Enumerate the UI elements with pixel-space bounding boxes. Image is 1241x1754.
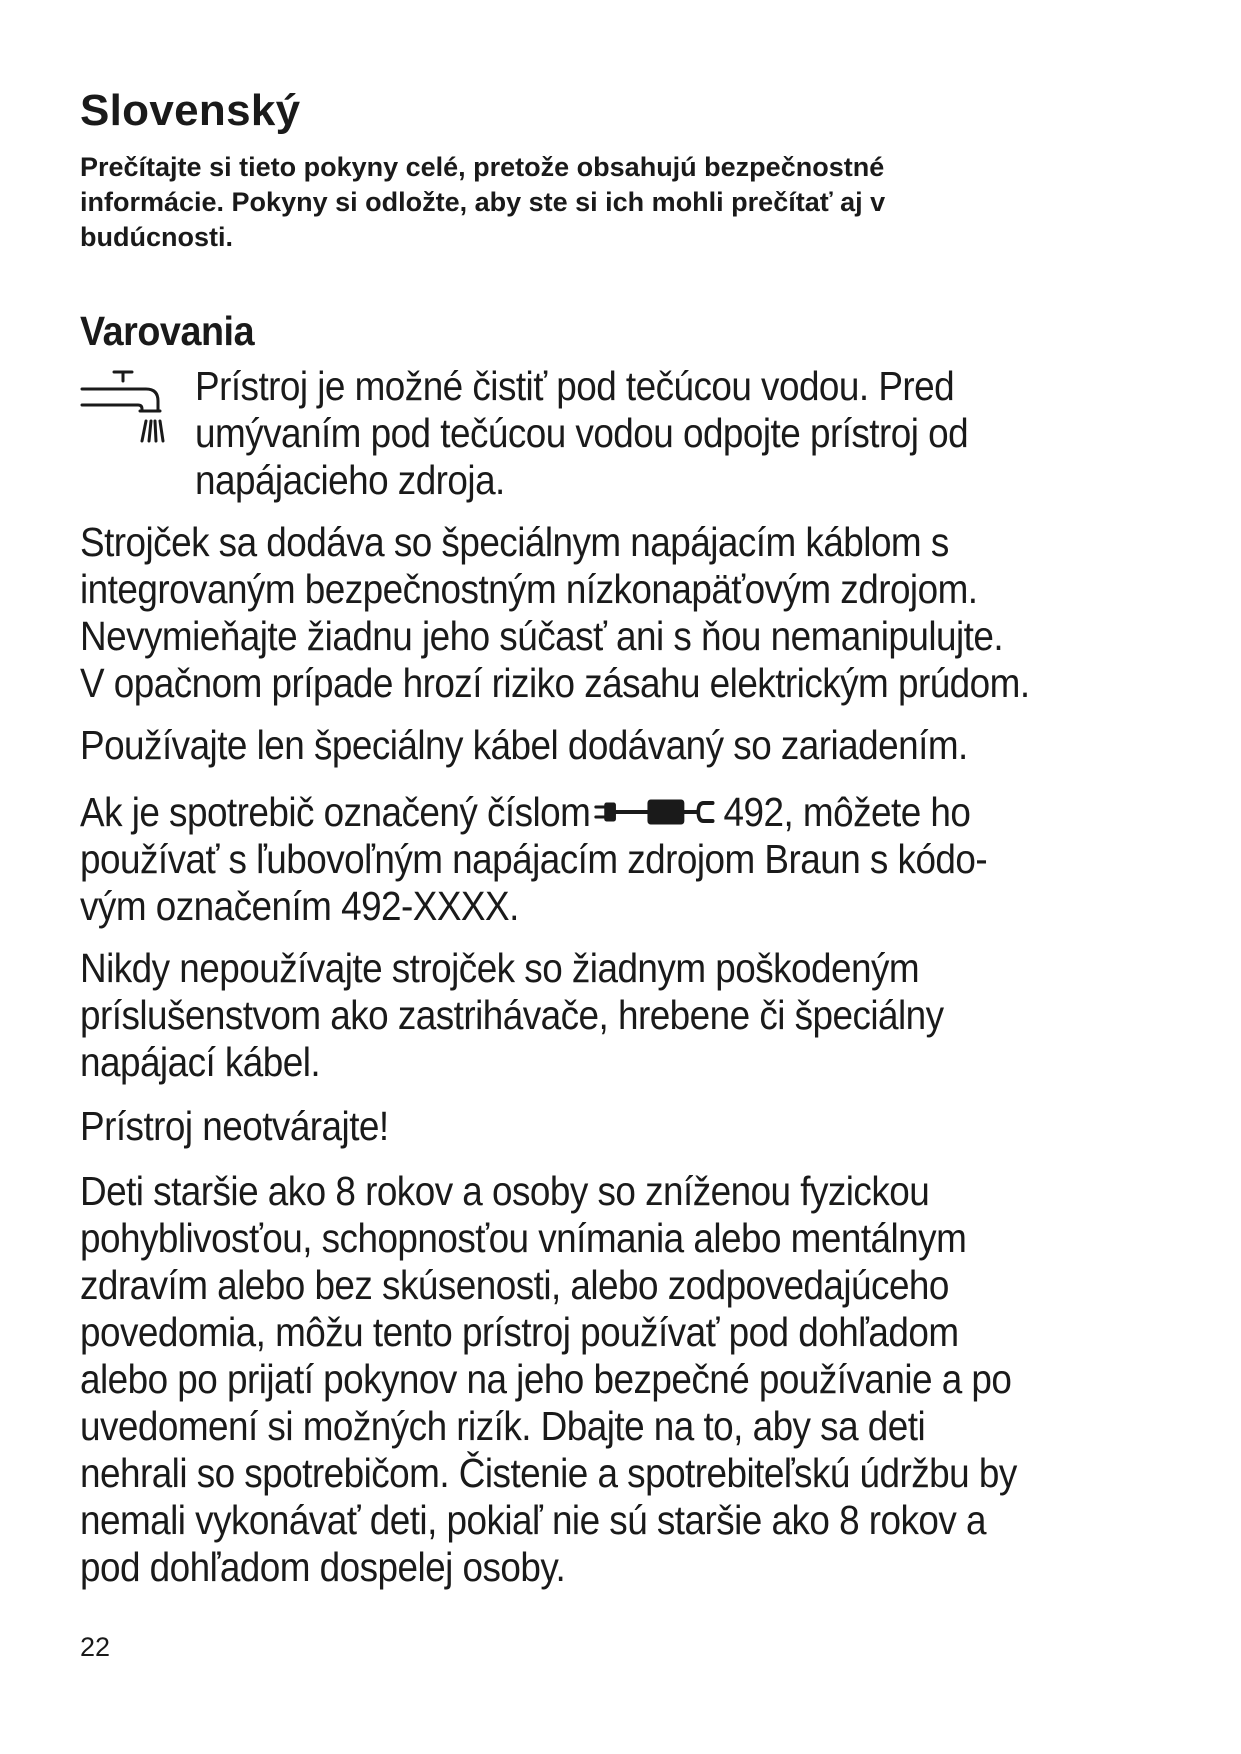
text-line: povedomia, môžu tento prístroj používať pod dohľadom xyxy=(80,1309,959,1355)
damaged-accessories-paragraph xyxy=(80,945,944,1086)
tap-warning-text xyxy=(195,363,968,504)
text-line: Nikdy nepoužívajte strojček so žiadnym poškodeným xyxy=(80,945,920,991)
power-cord-symbol-icon xyxy=(594,797,720,827)
text-line: Prístroj neotvárajte! xyxy=(80,1103,389,1149)
special-cable-paragraph xyxy=(80,722,968,769)
intro-line: informácie. Pokyny si odložte, aby ste si ich mohli prečítať aj v xyxy=(80,187,886,217)
manual-page xyxy=(80,0,1180,1754)
text-line: Ak je spotrebič označený číslom xyxy=(80,789,591,835)
text-line: uvedomení si možných rizík. Dbajte na to, aby sa deti xyxy=(80,1403,926,1449)
text-line: nemali vykonávať deti, pokiaľ nie sú staršie ako 8 rokov a xyxy=(80,1497,987,1543)
text-line: Prístroj je možné čistiť pod tečúcou vodou. Pred xyxy=(195,363,955,409)
page-number: 22 xyxy=(80,1632,111,1662)
children-safety-paragraph xyxy=(80,1168,1017,1591)
text-line: príslušenstvom ako zastrihávače, hrebene či špeciálny xyxy=(80,992,944,1038)
text-line: 492, môžete ho xyxy=(723,789,971,835)
text-line: umývaním pod tečúcou vodou odpojte prístroj od xyxy=(195,410,969,456)
intro-line: budúcnosti. xyxy=(80,222,233,252)
text-line: napájacieho zdroja. xyxy=(195,457,505,503)
text-line: používať s ľubovoľným napájacím zdrojom Braun s kódo- xyxy=(80,836,988,882)
language-title: Slovenský xyxy=(80,86,301,135)
do-not-open-paragraph xyxy=(80,1103,389,1150)
text-line: pohyblivosťou, schopnosťou vnímania alebo mentálnym xyxy=(80,1215,967,1261)
text-line: Používajte len špeciálny kábel dodávaný so zariadením. xyxy=(80,722,968,768)
text-line: napájací kábel. xyxy=(80,1039,321,1085)
text-line: vým označením 492-XXXX. xyxy=(80,883,519,929)
intro-line: Prečítajte si tieto pokyny celé, pretože obsahujú bezpečnostné xyxy=(80,152,885,182)
text-line: nehrali so spotrebičom. Čistenie a spotrebiteľskú údržbu by xyxy=(80,1450,1017,1496)
text-line: Strojček sa dodáva so špeciálnym napájacím káblom s xyxy=(80,519,949,565)
text-line: Deti staršie ako 8 rokov a osoby so zníženou fyzickou xyxy=(80,1168,930,1214)
intro-text xyxy=(80,150,1100,255)
tap-water-icon xyxy=(80,367,172,447)
text-line: Nevymieňajte žiadnu jeho súčasť ani s ňou nemanipulujte. xyxy=(80,613,1004,659)
text-line: V opačnom prípade hrozí riziko zásahu elektrickým prúdom. xyxy=(80,660,1030,706)
power-cord-paragraph xyxy=(80,519,1030,707)
text-line: pod dohľadom dospelej osoby. xyxy=(80,1544,566,1590)
text-line: zdravím alebo bez skúsenosti, alebo zodpovedajúceho xyxy=(80,1262,949,1308)
text-line: integrovaným bezpečnostným nízkonapäťovým zdrojom. xyxy=(80,566,978,612)
text-line: alebo po prijatí pokynov na jeho bezpečné používanie a po xyxy=(80,1356,1012,1402)
power-supply-paragraph xyxy=(80,789,987,930)
warnings-heading: Varovania xyxy=(80,308,255,354)
